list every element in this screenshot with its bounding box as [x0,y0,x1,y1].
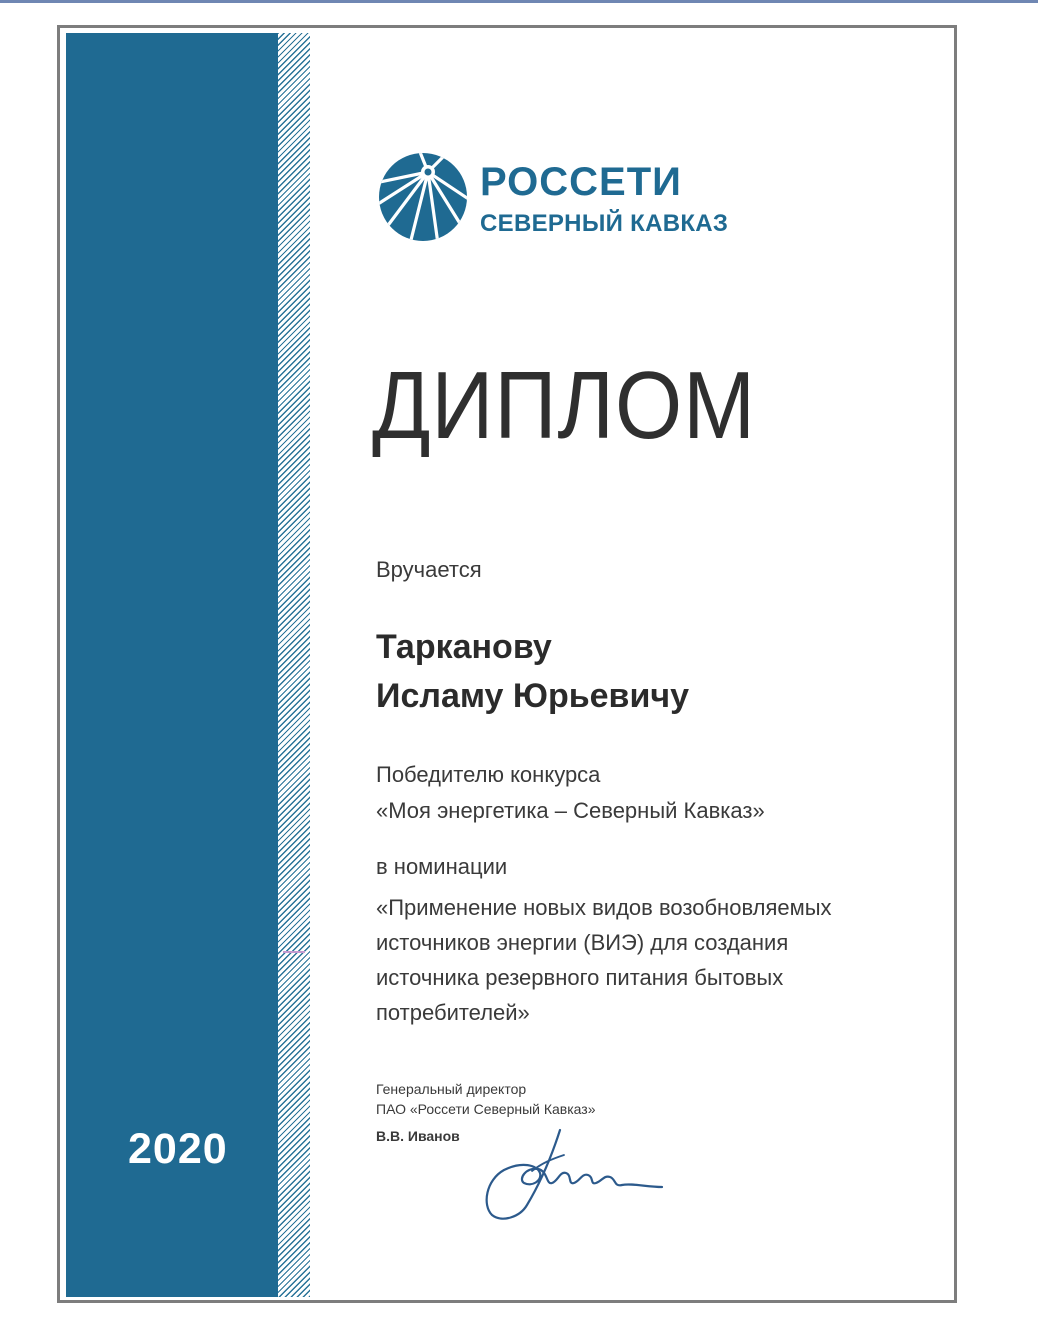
year-label: 2020 [128,1125,228,1173]
winner-label: Победителю конкурса [376,762,601,787]
signatory-position: Генеральный директор [376,1081,527,1097]
brand-name: РОССЕТИ [480,160,682,204]
signatory-company: ПАО «Россети Северный Кавказ» [376,1101,596,1117]
signatory-name: В.В. Иванов [376,1128,460,1144]
top-edge-line [0,0,1038,3]
nomination-text: «Применение новых видов возобновляемых источников энергии (ВИЭ) для создания источника резервного питания бытовых потребителей» [376,895,832,1025]
recipient-given-name: Исламу Юрьевичу [376,677,690,715]
signature-icon [482,1125,667,1225]
side-band [66,33,278,1297]
edge-mark [283,951,305,953]
rosseti-logo-icon [378,152,468,242]
recipient-surname: Тарканову [376,628,552,666]
nomination-label: в номинации [376,854,508,879]
side-band-hatching [278,33,310,1297]
brand-subtitle: СЕВЕРНЫЙ КАВКАЗ [480,210,729,237]
presented-label: Вручается [376,557,482,582]
diploma-title: ДИПЛОМ [372,352,756,459]
contest-name: «Моя энергетика – Северный Кавказ» [376,798,765,823]
